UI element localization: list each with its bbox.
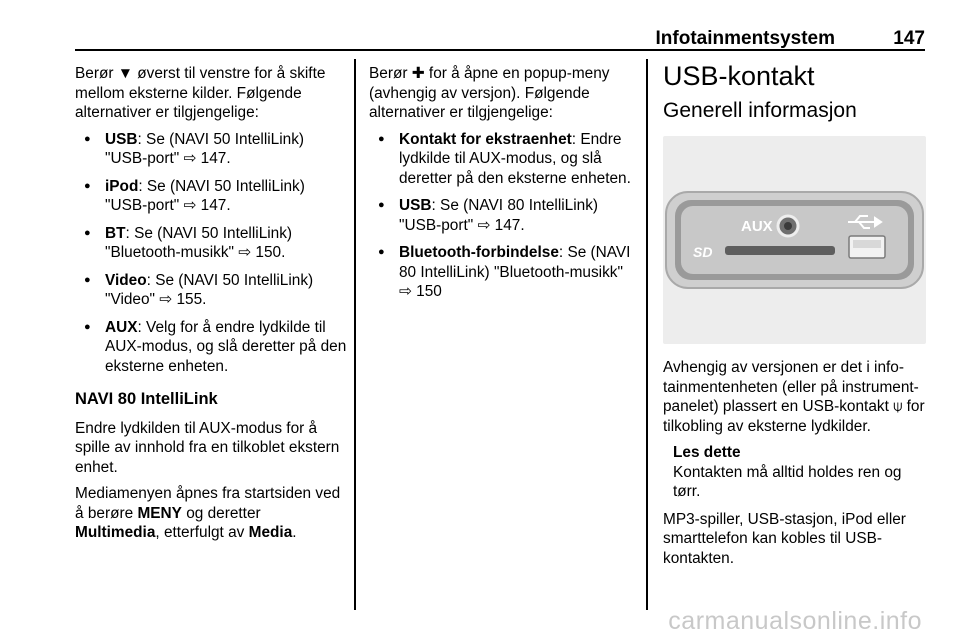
intro-text: Berør ▼ øverst til venstre for å skifte mellom eksterne kilder. Følgende alternativer er tilgjengelige: [75, 65, 326, 121]
paragraph: MP3-spiller, USB-stasjon, iPod eller smarttelefon kan kobles til USB-kontakten. [663, 510, 906, 567]
section-heading: USB-kontakt [663, 61, 815, 91]
item-text: : Se (NAVI 50 IntelliLink) "Bluetooth-musikk" ⇨ 150. [105, 224, 293, 261]
item-term: iPod [105, 177, 139, 195]
section-subheading: NAVI 80 IntelliLink [75, 390, 218, 408]
paragraph: Mediamenyen åpnes fra startsiden ved å berøre MENY og deretter Multimedia, etterfulgt av Media. [75, 485, 341, 541]
item-term: USB [105, 130, 138, 148]
paragraph: Avhengig av versjonen er det i info-tainmentenheten (eller på instrument-panelet) plassert en USB-kontakt ⍦ for tilkobling av eksterne lydkilder. [663, 359, 925, 435]
item-term: AUX [105, 318, 138, 336]
item-term: BT [105, 224, 126, 242]
list-item [369, 130, 635, 189]
item-text: : Se (NAVI 80 IntelliLink) "USB-port" ⇨ 147. [399, 197, 599, 234]
list-item [75, 130, 347, 169]
paragraph: Endre lydkilden til AUX-modus for å spille av innhold fra en tilkoblet ekstern enhet. [75, 419, 340, 476]
item-text: : Velg for å endre lydkilde til AUX-modus, og slå deretter på den eksterne enheten. [105, 318, 347, 375]
source-list [75, 130, 347, 377]
popup-option-list [369, 130, 635, 302]
usb-aux-panel-illustration [663, 136, 926, 344]
page-header [75, 26, 925, 50]
header-rule [75, 49, 925, 51]
column-separator-2 [646, 59, 648, 610]
intro-text: Berør ✚ for å åpne en popup-meny (avhengig av versjon). Følgende alternativer er tilgjengelige: [369, 65, 610, 121]
column-right [663, 61, 926, 575]
list-item [75, 224, 347, 263]
item-text: : Se (NAVI 50 IntelliLink) "USB-port" ⇨ 147. [105, 130, 305, 167]
list-item [369, 196, 635, 235]
item-text: : Se (NAVI 80 IntelliLink) "Bluetooth-musikk" ⇨ 150 [399, 244, 631, 300]
item-text: : Se (NAVI 50 IntelliLink) "USB-port" ⇨ 147. [105, 177, 305, 214]
column-separator-1 [354, 59, 356, 610]
item-text: : Endre lydkilde til AUX-modus, og slå deretter på den eksterne enheten. [399, 130, 631, 187]
sd-logo-icon: SD [693, 244, 713, 260]
note-title: Les dette [673, 444, 741, 461]
running-title: Infotainmentsystem [655, 28, 835, 49]
aux-label: AUX [741, 218, 773, 235]
note-box [663, 443, 926, 502]
section-subheading: Generell informasjon [663, 99, 857, 122]
usb-aux-photo [663, 136, 926, 344]
list-item [75, 318, 347, 377]
item-term: USB [399, 197, 432, 214]
watermark: carmanualsonline.info [668, 607, 922, 635]
list-item [75, 271, 347, 310]
list-item [75, 177, 347, 216]
column-middle [369, 64, 635, 310]
item-term: Kontakt for ekstraenhet [399, 130, 572, 148]
note-text: Kontakten må alltid holdes ren og tørr. [673, 463, 902, 500]
item-term: Video [105, 271, 147, 289]
sd-card-slot [725, 246, 835, 255]
list-item [369, 243, 635, 302]
item-text: : Se (NAVI 50 IntelliLink) "Video" ⇨ 155. [105, 271, 314, 308]
page-number: 147 [893, 28, 925, 49]
column-left [75, 64, 347, 550]
item-term: Bluetooth-forbindelse [399, 244, 559, 261]
